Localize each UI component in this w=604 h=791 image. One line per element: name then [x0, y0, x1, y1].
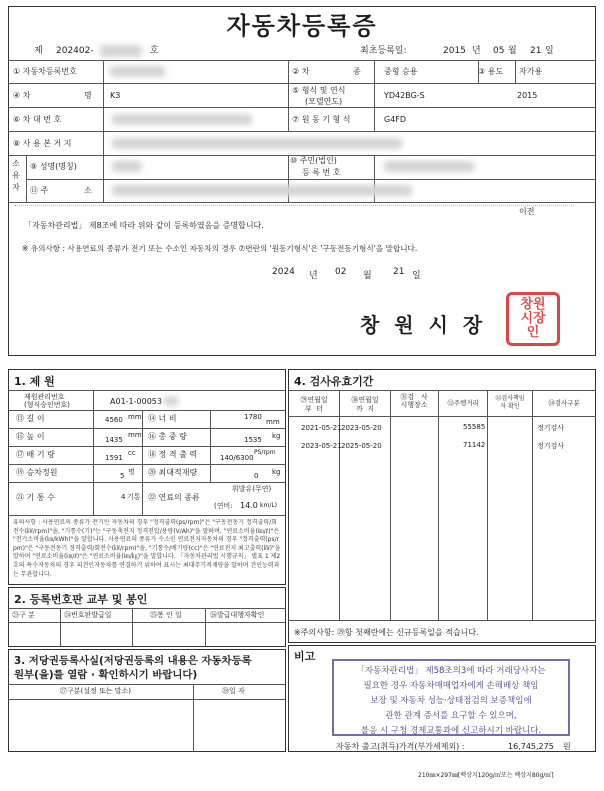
- document-title: 자동차등록증: [226, 12, 378, 40]
- insp-col-km: [440, 400, 486, 407]
- insp-col-from-num: ㉙: [300, 396, 308, 404]
- model-label-sub: (모델연도): [305, 97, 343, 106]
- issue-day: 21: [393, 267, 405, 277]
- row-type: 정기검사: [537, 442, 565, 450]
- redacted-mgmt-no: [164, 396, 178, 406]
- load-value: 0: [254, 472, 259, 480]
- insp-col-km-text: 주행거리: [453, 399, 479, 407]
- mortgage-title-2: 원부(을)를 열람 · 확인하시기 바랍니다): [14, 669, 198, 681]
- remarks-title: 비고: [294, 650, 316, 663]
- redacted-name: [112, 161, 142, 172]
- vin-label: ⑥ 차 대 번 호: [13, 115, 62, 124]
- weight-unit: kg: [272, 432, 281, 440]
- insp-col-to: [342, 396, 388, 414]
- car-type-label: ② 차: [292, 67, 310, 76]
- notice-line: 관한 관계 증서를 요구할 수 있으며,: [385, 711, 517, 721]
- insp-col-to-num: ㉚: [351, 396, 359, 404]
- insp-col-from: [291, 396, 337, 414]
- redacted-id-no: [384, 161, 474, 172]
- notice-line: 필요한 경우 자동차매매업자에게 손해배상 책임: [363, 681, 539, 691]
- displacement-label: ⑰ 배 기 량: [16, 450, 55, 459]
- model-value: YD42BG-S: [384, 91, 425, 100]
- notice-line: 보장 및 자동차 성능·상태점검의 보증책임에: [370, 696, 532, 706]
- insp-col-place-text: 검 사 시행장소: [400, 393, 428, 409]
- row-km: 55585: [463, 423, 486, 431]
- width-value: 1780: [244, 413, 262, 421]
- model-year-value: 2015: [517, 91, 538, 100]
- insp-col-check: [489, 395, 531, 411]
- cylinder-value: 4: [121, 493, 126, 501]
- id-no-label: ⑩ 주민(법인): [290, 156, 337, 165]
- doc-no-label: 제: [34, 46, 43, 56]
- plate-col-agent-check: ㉖발급대행자확인: [210, 611, 265, 619]
- plate-col-issue-date: ㉔번호판발급일: [64, 611, 112, 619]
- height-value: 1435: [105, 436, 123, 444]
- displacement-unit: cc: [128, 449, 136, 457]
- fuel-note: ※ 유의사항 : 사용연료의 종류가 전기 또는 수소인 자동차의 경우 ⑦번란의 '원동기형식'은 '구동전동기형식'을 말합니다.: [22, 244, 418, 253]
- plate-col-seal-date: ㉕봉 인 일: [150, 611, 182, 619]
- weight-label: ⑯ 총 중 량: [148, 432, 187, 441]
- insp-col-check-text: 검사책임 자 확인: [500, 395, 525, 410]
- dealer-notice-box: [332, 659, 570, 736]
- spec-title: 1. 제 원: [14, 375, 55, 388]
- seat-unit: 명: [128, 468, 135, 476]
- use-label: ③ 용도: [478, 67, 504, 76]
- first-reg-year-unit: 년: [472, 46, 481, 56]
- cylinder-unit: 기통: [127, 493, 141, 501]
- fuel-value: 휘발유(무연): [232, 485, 272, 493]
- length-label: ⑬ 길 이: [16, 414, 45, 423]
- insp-col-km-num: ㉜: [447, 399, 454, 407]
- load-unit: kg: [272, 468, 281, 476]
- plate-col-type: ㉓구 분: [12, 611, 35, 619]
- spec-footnote: 유의사항 : 사용연료의 종류가 전기인 자동차의 경우 "정격출력(ps/rpm)"은 "구동전동기 정격출력/회전수(㎾/rpm)"을, "기통수(기)"는 "구동축전지 정격전압/용량(V/Ah)"을 말하며, "연료소비율(㎞/ℓ)"은 "전기소비율(㎞/kWh)"을 말합니다. 사용연료의 종류가 수소인 연료전지자동차의 경우 "정격출력(ps/rpm)"은 "구동전동기 정격출력/회전수(㎾/rpm)"을, "기통수/배기량(cc)"은 "연료전지 최고출력(㎾)"을 말하며 "연료소비율(㎞/ℓ)"은 "연료소비율(㎞/㎏)"을 말합니다. 「자동차관리법 시행규칙」 별표 1 제2호의 특수자동차의 경우 피견인자동차를 연결하기 위하여 표시는 최대주기적재량을 말하며 견인능력과는 무관합니다.: [13, 519, 281, 578]
- issue-month: 02: [335, 267, 347, 277]
- insp-col-place: [392, 393, 436, 409]
- insp-col-from-text: 연월일 부 터: [305, 396, 328, 413]
- issuer: 창 원 시 장: [360, 313, 487, 337]
- owner-label: 소유자: [12, 159, 20, 192]
- seal-text: 창원시장인: [520, 297, 546, 340]
- price-unit: 원: [563, 742, 571, 751]
- power-label: ⑱ 정 격 출 력: [148, 450, 198, 459]
- mgmt-no-value: A01-1-00053: [110, 397, 162, 406]
- car-name-value: K3: [110, 91, 121, 100]
- power-unit: PS/rpm: [254, 449, 276, 456]
- cylinder-label: ㉑ 기 통 수: [16, 493, 55, 502]
- redacted-reg-no: [110, 66, 165, 77]
- weight-value: 1535: [244, 436, 262, 444]
- efficiency-value: 14.0: [240, 501, 258, 510]
- insp-col-type: [534, 400, 594, 407]
- inspection-note: ※주의사항: ㉙항 첫째란에는 신규등록일을 적습니다.: [294, 628, 479, 637]
- mortgage-col-date: ㉘일 자: [222, 687, 245, 695]
- insp-col-type-num: ㉞: [548, 399, 555, 407]
- length-unit: mm: [128, 413, 142, 421]
- official-seal: [506, 292, 560, 346]
- width-label: ⑭ 너 비: [148, 414, 177, 423]
- plate-title: 2. 등록번호판 교부 및 봉인: [14, 593, 148, 606]
- model-label: ⑤ 형식 및 연식: [292, 86, 346, 95]
- redacted-doc-no: [100, 45, 142, 57]
- notice-line: 불응 시 구청 경제교통과에 신고하시기 바랍니다.: [360, 726, 542, 736]
- id-no-label-sub: 등 록 번 호: [302, 168, 341, 177]
- price-value: 16,745,275: [508, 742, 554, 751]
- first-reg-month-unit: 월: [508, 46, 517, 56]
- displacement-value: 1591: [105, 454, 123, 462]
- first-reg-label: 최초등록일:: [360, 46, 407, 56]
- paper-size-note: 210㎜×297㎜[백상지120g/㎡또는 백상지80g/㎡]: [418, 772, 554, 779]
- redacted-vin: [112, 114, 252, 125]
- car-name-label: ④ 차: [13, 91, 31, 100]
- use-value: 자가용: [519, 67, 543, 76]
- row-km: 71142: [463, 441, 486, 449]
- car-name-label-end: 명: [84, 91, 92, 100]
- load-label: ⑳ 최대적재량: [148, 468, 198, 477]
- insp-col-check-num: ㉝: [495, 395, 502, 402]
- redacted-location: [112, 138, 402, 149]
- height-label: ⑮ 높 이: [16, 432, 45, 441]
- mortgage-title: 3. 저당권등록사실(저당권등록의 내용은 자동차등록: [14, 655, 252, 667]
- mortgage-col-type: ㉗구분(설정 또는 말소): [60, 687, 132, 695]
- first-reg-year: 2015: [443, 46, 466, 56]
- name-label: ⑨ 성명(명칭): [30, 162, 77, 171]
- issue-year: 2024: [272, 267, 295, 277]
- power-value: 140/6300: [220, 454, 254, 462]
- info-table: [8, 60, 596, 202]
- issue-day-unit: 일: [412, 271, 421, 281]
- blank-rows: [14, 205, 574, 206]
- transfer-text: 이전: [519, 207, 535, 216]
- row-to: 2025-05-20: [341, 442, 382, 450]
- doc-no-suffix: 호: [150, 46, 159, 56]
- cert-text: 「자동차관리법」 제8조에 따라 위와 같이 등록하였음을 증명합니다.: [24, 221, 264, 230]
- row-from: 2023-05-21: [301, 442, 342, 450]
- efficiency-unit: km/L): [260, 502, 278, 509]
- seat-value: 5: [120, 472, 125, 480]
- insp-col-place-num: ㉛: [400, 393, 408, 401]
- row-type: 정기검사: [537, 424, 565, 432]
- first-reg-day: 21: [530, 46, 542, 56]
- redacted-address: [112, 185, 412, 196]
- insp-col-type-text: 검사구분: [554, 399, 580, 407]
- row-to: 2023-05-20: [341, 424, 382, 432]
- car-type-label-end: 종: [353, 67, 361, 76]
- address-label: ⑪ 주: [30, 186, 49, 195]
- row-from: 2021-05-21: [301, 424, 342, 432]
- notice-line: 「자동차관리법」 제58조의3에 따라 거래당사자는: [356, 666, 546, 676]
- location-label: ⑧ 사 용 본 거 지: [13, 139, 72, 148]
- issue-year-unit: 년: [309, 271, 318, 281]
- insp-col-to-text: 연월일 까 지: [356, 396, 379, 413]
- doc-no-value: 202402-: [56, 46, 94, 56]
- address-label-end: 소: [84, 186, 92, 195]
- efficiency-label: (연비:: [214, 502, 233, 510]
- inspection-title: 4. 검사유효기간: [294, 375, 374, 388]
- car-type-value: 중형 승용: [384, 67, 418, 76]
- engine-label: ⑦ 원 동 기 형 식: [292, 115, 351, 124]
- width-unit: mm: [266, 418, 280, 426]
- mgmt-no-label-sub: (형식승인번호): [24, 401, 71, 409]
- reg-no-label: ① 자동차등록번호: [13, 67, 77, 76]
- first-reg-day-unit: 일: [545, 46, 554, 56]
- price-label: 자동차 출고(취득)가격(부가세제외) :: [336, 742, 465, 751]
- first-reg-month: 05: [493, 46, 505, 56]
- length-value: 4560: [105, 416, 123, 424]
- engine-value: G4FD: [384, 115, 407, 124]
- height-unit: mm: [128, 431, 142, 439]
- seat-label: ⑲ 승차정원: [16, 468, 58, 477]
- issue-month-unit: 월: [363, 271, 372, 281]
- mgmt-no-label: 제원관리번호: [24, 393, 65, 401]
- fuel-label: ㉒ 연료의 종류: [148, 493, 200, 502]
